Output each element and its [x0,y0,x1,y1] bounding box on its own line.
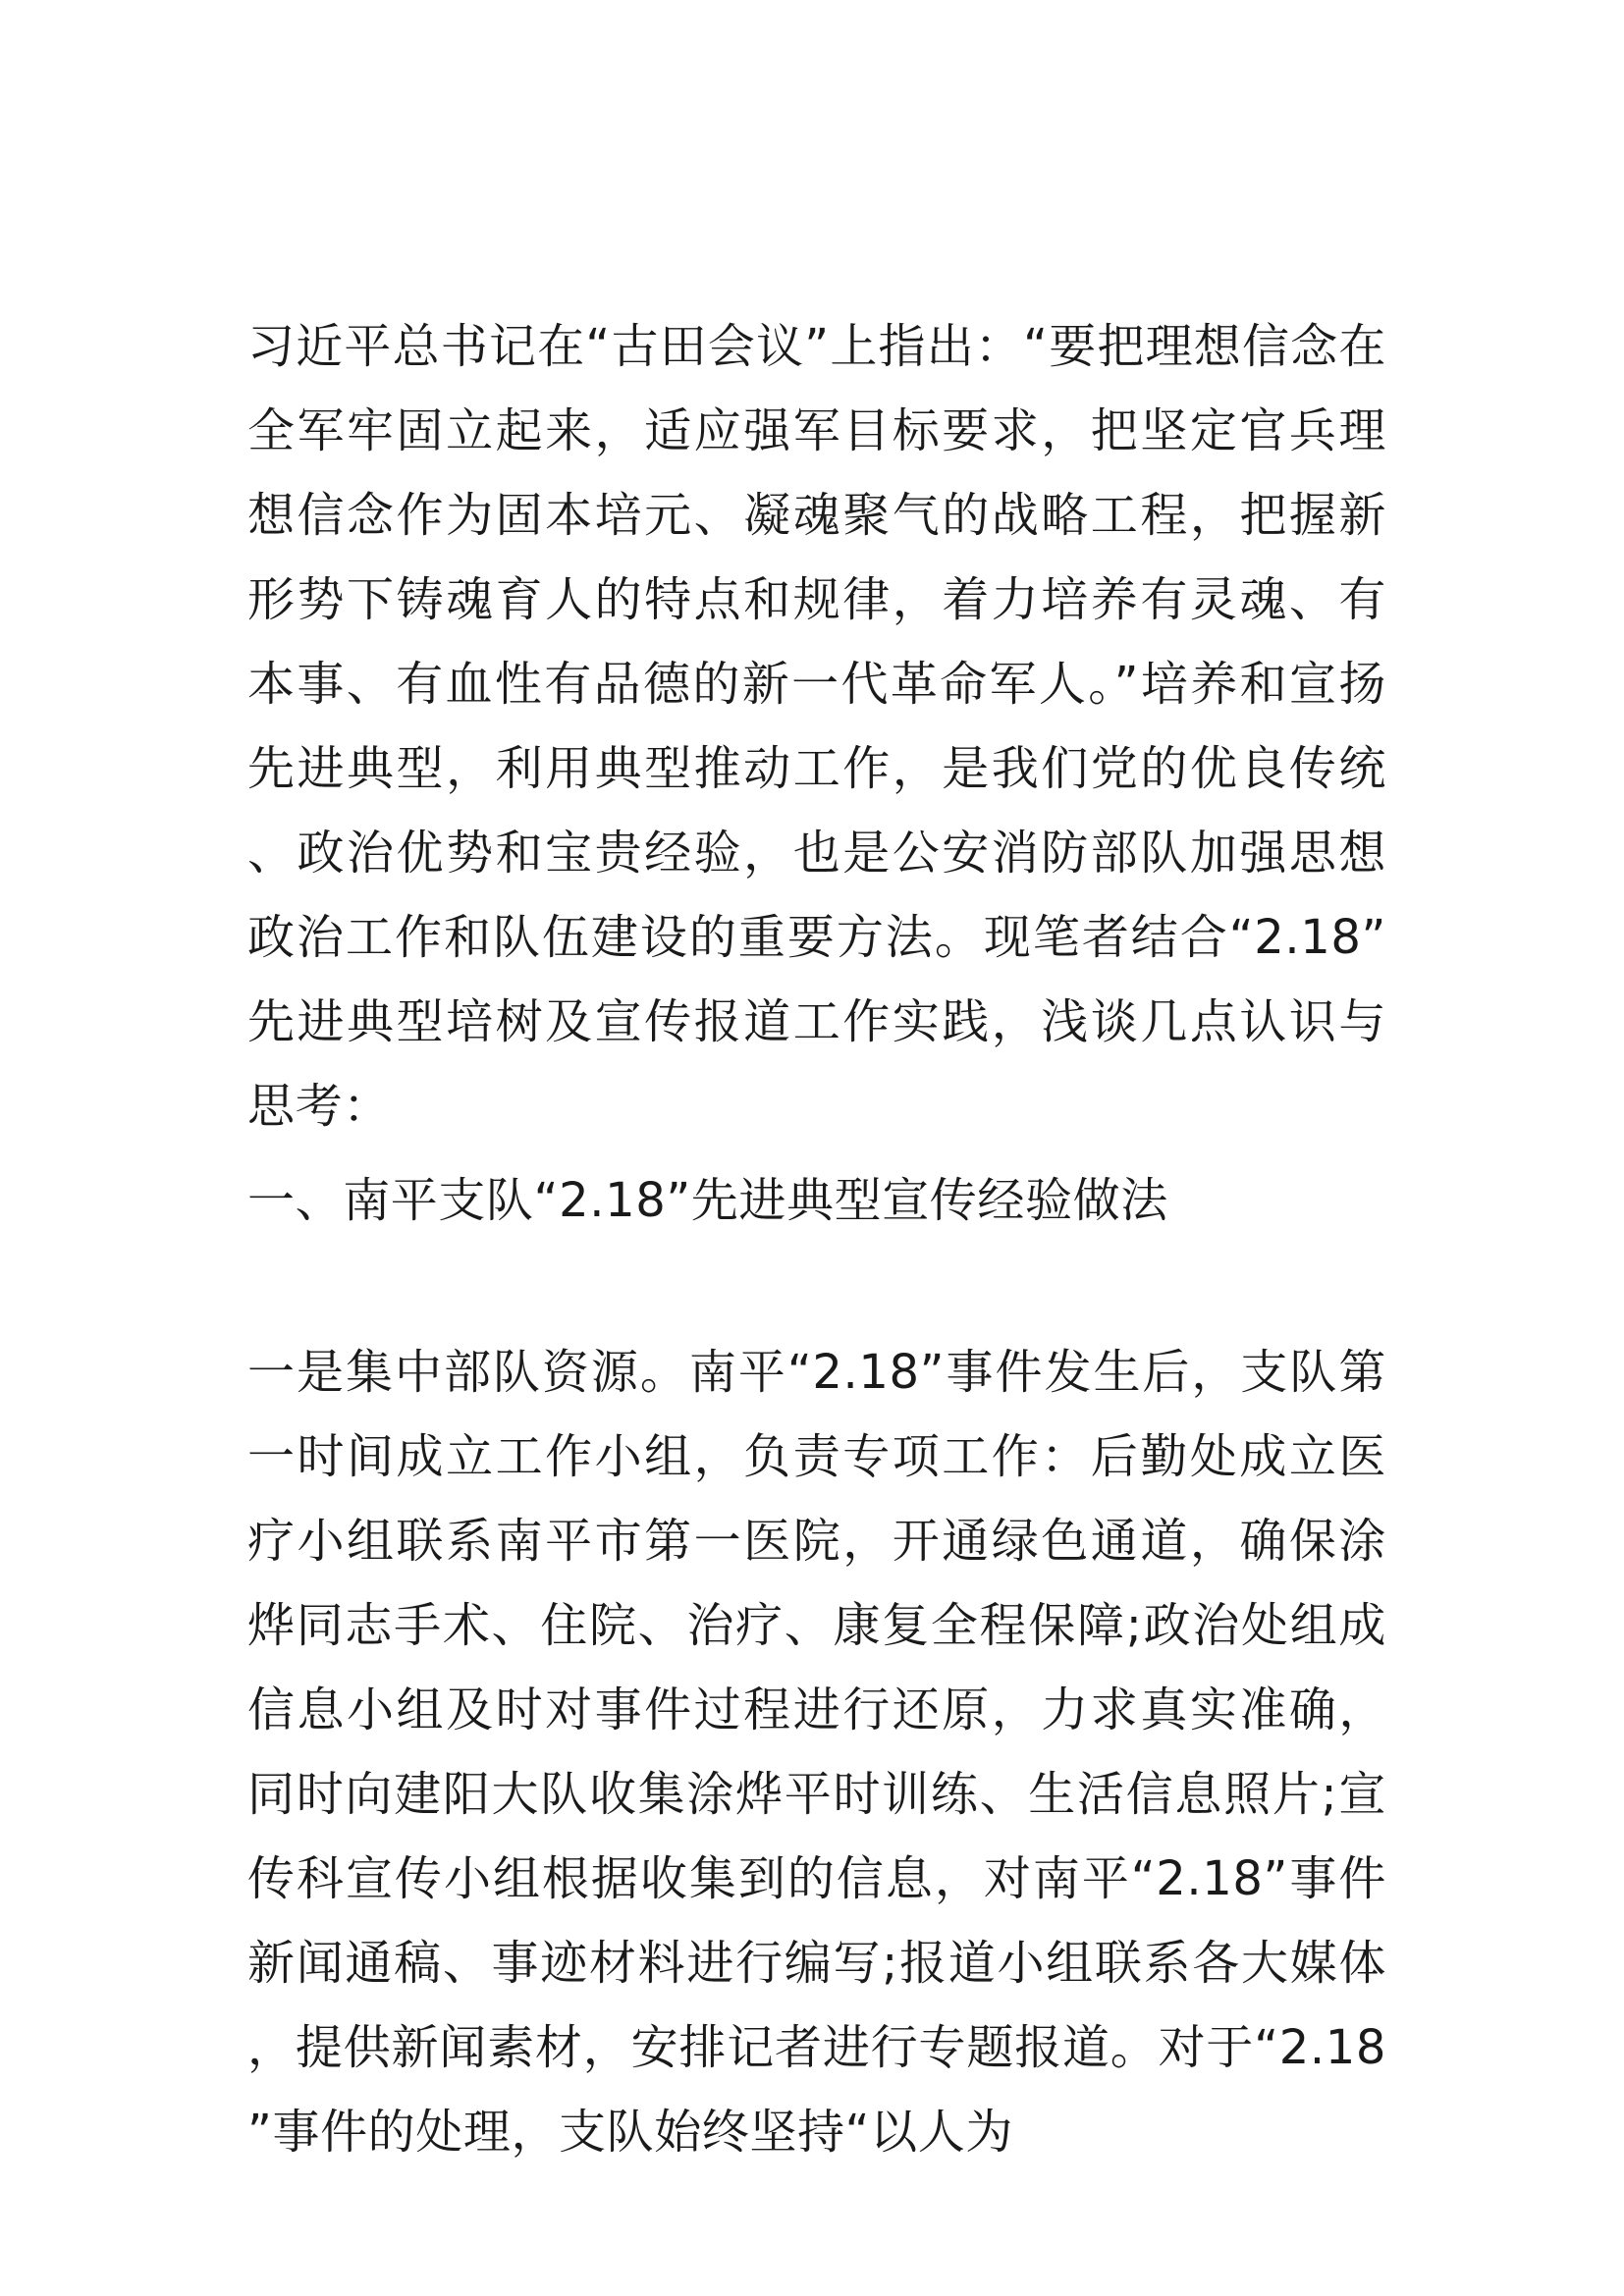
section-heading: 一、南平支队“2.18”先进典型宣传经验做法 [247,1173,1168,1228]
intro-paragraph: 习近平总书记在“古田会议”上指出：“要把理想信念在全军牢固立起来，适应强军目标要求，把坚定官兵理想信念作为固本培元、凝魂聚气的战略工程，把握新形势下铸魂育人的特点和规律，着力培养有灵魂、有本事、有血性有品德的新一代革命军人。”培养和宣扬先进典型，利用典型推动工作，是我们党的优良传统、政治优势和宝贵经验，也是公安消防部队加强思想政治工作和队伍建设的重要方法。现笔者结合“2.18”先进典型培树及宣传报道工作实践，浅谈几点认识与思考： [247,319,1386,1134]
section-paragraph: 一是集中部队资源。南平“2.18”事件发生后，支队第一时间成立工作小组，负责专项工作：后勤处成立医疗小组联系南平市第一医院，开通绿色通道，确保涂烨同志手术、住院、治疗、康复全程保障;政治处组成信息小组及时对事件过程进行还原，力求真实准确，同时向建阳大队收集涂烨平时训练、生活信息照片;宣传科宣传小组根据收集到的信息，对南平“2.18”事件新闻通稿、事迹材料进行编写;报道小组联系各大媒体，提供新闻素材，安排记者进行专题报道。对于“2.18”事件的处理，支队始终坚持“以人为 [247,1345,1386,2160]
